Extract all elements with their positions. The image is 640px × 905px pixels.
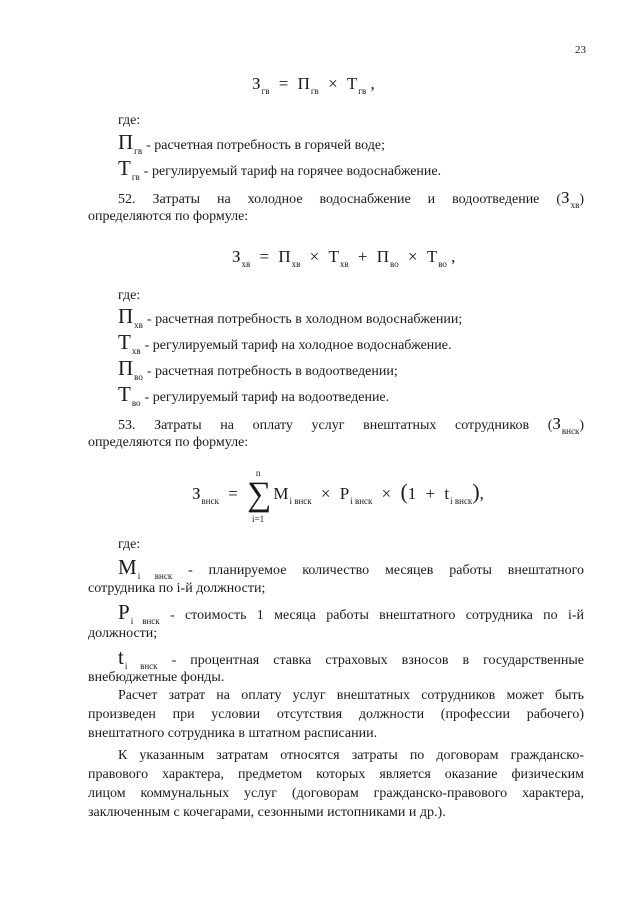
para-52-line2: определяются по формуле: (88, 209, 249, 224)
formula-vnsk-p: P (339, 483, 350, 503)
para-52-sub: хв (570, 200, 580, 210)
formula-hv-op1: × (309, 247, 320, 266)
formula-gv (252, 74, 375, 94)
para-52-close: ) (579, 192, 584, 207)
where-label-3: где: (118, 537, 141, 552)
where-label-1: где: (118, 113, 141, 128)
para-52-text: 52. Затраты на холодное водоснабжение и водоотведение ( (118, 192, 562, 207)
para-53-sub: внск (561, 426, 580, 436)
formula-hv-lhs-sub: хв (241, 259, 251, 269)
def-p-line1 (118, 600, 584, 625)
def-t-sym: t (118, 645, 124, 669)
where-label-2: где: (118, 288, 141, 303)
para-calc-line3: внештатного сотрудника в штатном расписании. (88, 726, 378, 741)
formula-gv-t2: Т (346, 74, 358, 93)
def-row-hv-4 (118, 382, 389, 407)
formula-gv-lhs: З (252, 74, 261, 93)
def-row-gv-1 (118, 130, 385, 155)
formula-hv-lhs: З (232, 247, 241, 266)
formula-gv-t1-sub: гв (310, 86, 319, 96)
def-sym: П (118, 356, 134, 380)
formula-vnsk-p-sub: i внск (350, 495, 373, 506)
formula-vnsk-lhs-sub: внск (201, 495, 219, 506)
para-incl-line2: правового характера, предметом которых является оказание физическим (88, 767, 584, 782)
formula-hv-t3-sub: во (390, 259, 399, 269)
def-p-line2: должности; (88, 626, 158, 641)
formula-hv-t4: Т (426, 247, 438, 266)
para-52-sym: З (561, 188, 570, 207)
def-p-sym: P (118, 600, 130, 624)
formula-hv-op3: × (407, 247, 418, 266)
formula-gv-op1: × (328, 74, 338, 93)
formula-vnsk-t-sub: i внск (450, 495, 473, 506)
para-calc-line1: Расчет затрат на оплату услуг внештатных сотрудников может быть (118, 688, 584, 703)
def-sym: Т (118, 330, 131, 354)
def-sub: хв (131, 346, 141, 356)
para-53-text: 53. Затраты на оплату услуг внештатных сотрудников ( (118, 418, 553, 433)
def-sub: во (131, 398, 141, 408)
def-sym: П (118, 304, 134, 328)
sigma-sum (247, 468, 272, 524)
def-text: - регулируемый тариф на водоотведение. (144, 390, 390, 405)
def-text: - расчетная потребность в холодном водоснабжении; (146, 312, 463, 327)
def-sym: Т (118, 382, 131, 406)
formula-vnsk-open: ( (400, 478, 408, 504)
formula-vnsk-tail: , (479, 483, 484, 503)
formula-hv-t2-sub: хв (339, 259, 349, 269)
para-53-line1 (118, 414, 584, 434)
def-row-gv-2 (118, 156, 441, 181)
para-incl-line1: К указанным затратам относятся затраты по договорам гражданско- (118, 748, 584, 763)
def-sub: гв (134, 146, 143, 156)
def-sub: гв (131, 172, 140, 182)
formula-hv-op2: + (357, 247, 368, 266)
def-row-hv-1 (118, 304, 462, 329)
def-t-text: - процентная ставка страховых взносов в государственные (171, 653, 585, 668)
formula-vnsk-m-sub: i внск (289, 495, 312, 506)
sum-upper-limit: n (255, 468, 261, 478)
def-m-sym: M (118, 555, 137, 579)
formula-vnsk-lhs: З (192, 483, 201, 503)
def-text: - регулируемый тариф на холодное водоснабжение. (144, 338, 452, 353)
formula-vnsk-one: 1 (407, 483, 417, 503)
def-m-line1 (118, 555, 584, 580)
formula-vnsk-eq: = (228, 483, 238, 503)
formula-hv-t4-sub: во (438, 259, 447, 269)
formula-gv-tail: , (370, 74, 375, 93)
formula-vnsk-op1: × (320, 483, 331, 503)
def-sub: во (134, 372, 143, 382)
def-sym: Т (118, 156, 131, 180)
formula-vnsk-m: M (273, 483, 289, 503)
para-53-line2: определяются по формуле: (88, 435, 249, 450)
formula-gv-t1: П (297, 74, 310, 93)
def-sub: хв (134, 320, 143, 330)
def-row-hv-2 (118, 330, 451, 355)
para-53-close: ) (579, 418, 584, 433)
formula-gv-lhs-sub: гв (261, 86, 270, 96)
def-m-text: - планируемое количество месяцев работы внештатного (188, 563, 585, 578)
para-calc-line2: произведен при условии отсутствия должности (профессии рабочего) (88, 707, 584, 722)
formula-hv-t1: П (278, 247, 291, 266)
formula-vnsk-plus: + (425, 483, 436, 503)
formula-hv-eq: = (259, 247, 270, 266)
sum-lower-limit: i=1 (252, 514, 265, 524)
para-52-line1 (118, 188, 584, 208)
para-53-sym: З (552, 414, 561, 433)
page-number: 23 (575, 44, 586, 56)
def-m-line2: сотрудника по i-й должности; (88, 581, 266, 596)
def-row-hv-3 (118, 356, 398, 381)
formula-vnsk-op2: × (381, 483, 392, 503)
formula-vnsk-t: t (444, 483, 450, 503)
formula-hv (232, 247, 455, 267)
para-incl-line3: лицом коммунальных услуг (договорам гражданско-правового характера, (88, 786, 584, 801)
def-m-sub: i внск (137, 571, 173, 581)
formula-hv-tail: , (451, 247, 456, 266)
def-text: - регулируемый тариф на горячее водоснабжение. (143, 164, 442, 179)
def-text: - расчетная потребность в водоотведении; (146, 364, 398, 379)
def-p-sub: i внск (130, 616, 160, 626)
formula-vnsk-close: ) (472, 478, 480, 504)
def-p-text: - стоимость 1 месяца работы внештатного сотрудника по i-й (169, 608, 585, 623)
formula-gv-t2-sub: гв (358, 86, 367, 96)
formula-gv-eq: = (278, 74, 289, 93)
def-t-line2: внебюджетные фонды. (88, 670, 225, 685)
formula-hv-t2: Т (328, 247, 339, 266)
def-text: - расчетная потребность в горячей воде; (146, 138, 385, 153)
para-incl-line4: заключенным с кочегарами, сезонными истопниками и др.). (88, 805, 446, 820)
def-t-sub: i внск (124, 661, 158, 671)
sigma-icon: ∑ (247, 476, 272, 513)
formula-vnsk (192, 468, 484, 524)
def-t-line1 (118, 645, 584, 670)
formula-hv-t1-sub: хв (291, 259, 301, 269)
def-sym: П (118, 130, 134, 154)
formula-hv-t3: П (376, 247, 390, 266)
